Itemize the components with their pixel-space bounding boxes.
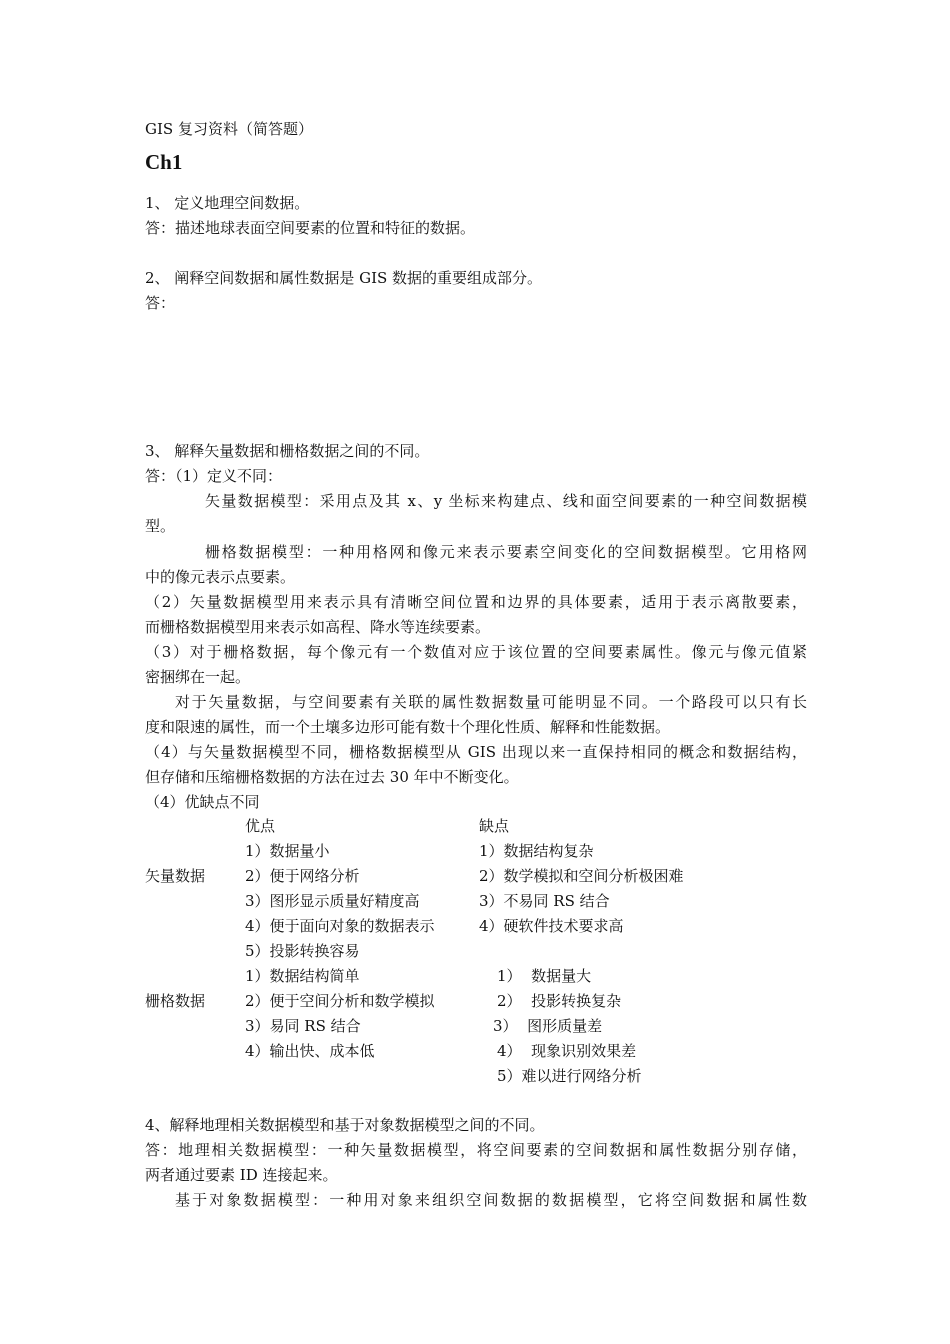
- raster-con-item: 3） 图形质量差: [493, 1017, 603, 1035]
- point-4-line-1: （4）与矢量数据模型不同，栅格数据模型从 GIS 出现以来一直保持相同的概念和数据结构，: [145, 743, 807, 761]
- question-1: 1、 定义地理空间数据。: [145, 194, 310, 212]
- point-3-line-2: 密捆绑在一起。: [145, 668, 251, 686]
- document-title: GIS 复习资料（简答题）: [145, 120, 313, 138]
- raster-pro-item: 3）易同 RS 结合: [245, 1017, 361, 1035]
- question-3: 3、 解释矢量数据和栅格数据之间的不同。: [145, 442, 430, 460]
- vector-con-item: 4）硬软件技术要求高: [479, 917, 624, 935]
- vector-con-item: 1）数据结构复杂: [479, 842, 594, 860]
- row-label-raster: 栅格数据: [145, 992, 206, 1010]
- raster-con-item: 1） 数据量大: [497, 967, 592, 985]
- answer-3-intro: 答：（1）定义不同：: [145, 467, 283, 485]
- raster-definition-line-2: 中的像元表示点要素。: [145, 568, 296, 586]
- raster-pro-item: 2）便于空间分析和数学模拟: [245, 992, 435, 1010]
- point-4-line-2: 但存储和压缩栅格数据的方法在过去 30 年中不断变化。: [145, 768, 519, 786]
- answer-4-line-3: 基于对象数据模型：一种用对象来组织空间数据的数据模型，它将空间数据和属性数: [175, 1191, 807, 1209]
- vector-pro-item: 1）数据量小: [245, 842, 330, 860]
- point-3b-line-1: 对于矢量数据，与空间要素有关联的属性数据数量可能明显不同。一个路段可以只有长: [175, 693, 807, 711]
- point-2-line-1: （2）矢量数据模型用来表示具有清晰空间位置和边界的具体要素，适用于表示离散要素，: [145, 593, 807, 611]
- vector-pro-item: 4）便于面向对象的数据表示: [245, 917, 435, 935]
- answer-1: 答：描述地球表面空间要素的位置和特征的数据。: [145, 219, 476, 237]
- vector-con-item: 2）数学模拟和空间分析极困难: [479, 867, 684, 885]
- vector-pro-item: 3）图形显示质量好精度高: [245, 892, 420, 910]
- raster-con-item: 5）难以进行网络分析: [497, 1067, 642, 1085]
- question-2: 2、 阐释空间数据和属性数据是 GIS 数据的重要组成部分。: [145, 269, 543, 287]
- point-2-line-2: 而栅格数据模型用来表示如高程、降水等连续要素。: [145, 618, 491, 636]
- vector-definition-line-1: 矢量数据模型：采用点及其 x、y 坐标来构建点、线和面空间要素的一种空间数据模: [205, 492, 807, 510]
- point-3b-line-2: 度和限速的属性，而一个土壤多边形可能有数十个理化性质、解释和性能数据。: [145, 718, 671, 736]
- vector-con-item: 3）不易同 RS 结合: [479, 892, 610, 910]
- answer-2: 答：: [145, 294, 176, 312]
- answer-4-line-1: 答：地理相关数据模型：一种矢量数据模型，将空间要素的空间数据和属性数据分别存储，: [145, 1141, 807, 1159]
- raster-con-item: 2） 投影转换复杂: [497, 992, 622, 1010]
- point-3-line-1: （3）对于栅格数据，每个像元有一个数值对应于该位置的空间要素属性。像元与像元值紧: [145, 643, 807, 661]
- row-label-vector: 矢量数据: [145, 867, 206, 885]
- point-5-heading: （4）优缺点不同: [145, 793, 260, 811]
- raster-pro-item: 4）输出快、成本低: [245, 1042, 375, 1060]
- raster-con-item: 4） 现象识别效果差: [497, 1042, 637, 1060]
- table-header-cons: 缺点: [479, 817, 510, 835]
- vector-definition-line-2: 型。: [145, 517, 176, 535]
- raster-pro-item: 1）数据结构简单: [245, 967, 360, 985]
- table-header-pros: 优点: [245, 817, 276, 835]
- question-4: 4、解释地理相关数据模型和基于对象数据模型之间的不同。: [145, 1116, 545, 1134]
- vector-pro-item: 2）便于网络分析: [245, 867, 360, 885]
- answer-4-line-2: 两者通过要素 ID 连接起来。: [145, 1166, 338, 1184]
- raster-definition-line-1: 栅格数据模型：一种用格网和像元来表示要素空间变化的空间数据模型。它用格网: [205, 543, 807, 561]
- chapter-heading: Ch1: [145, 150, 183, 174]
- vector-pro-item: 5）投影转换容易: [245, 942, 360, 960]
